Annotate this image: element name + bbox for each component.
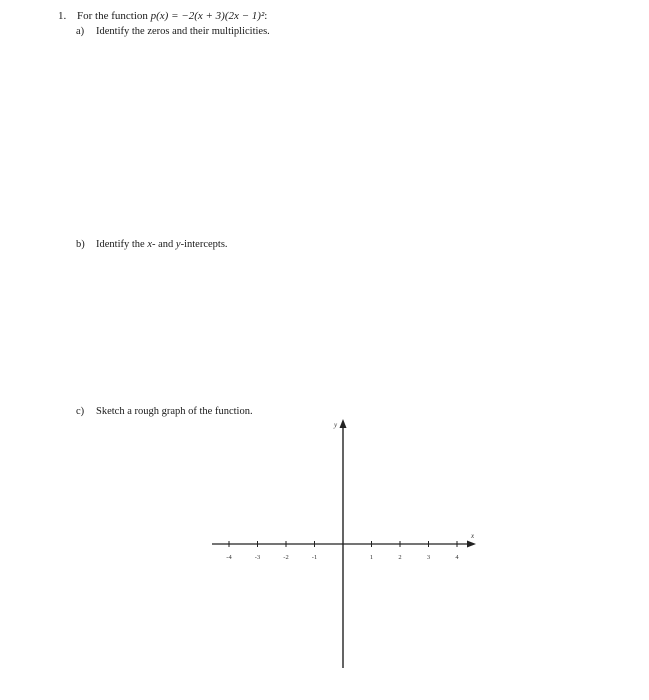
y-axis-arrow	[340, 419, 347, 428]
question-number: 1.	[58, 10, 67, 22]
part-b-y-var: y	[175, 239, 181, 250]
y-axis-label: y	[334, 421, 338, 429]
x-axis-arrow	[467, 541, 476, 548]
part-c-prompt: Sketch a rough graph of the function.	[96, 406, 253, 417]
x-tick-label: -1	[311, 554, 318, 561]
x-tick-label: 4	[455, 554, 459, 561]
part-a-label: a)	[76, 26, 85, 37]
x-tick-label: -3	[254, 554, 261, 561]
question-lead: For the function	[77, 10, 151, 22]
x-tick-label: 2	[398, 554, 402, 561]
x-tick-label: -4	[226, 554, 232, 561]
part-b-x-var: x	[147, 239, 152, 250]
x-tick-label: 1	[369, 554, 374, 561]
part-b-text-post: -intercepts.	[180, 239, 228, 250]
x-tick-label: 3	[426, 554, 431, 561]
question-colon: :	[264, 10, 268, 22]
function-expression: p(x) = −2(x + 3)(2x − 1)²	[150, 10, 265, 22]
part-b-label: b)	[76, 239, 85, 250]
x-axis-label: x	[471, 532, 475, 540]
part-b-text-mid: - and	[152, 239, 176, 250]
x-tick-label: -2	[283, 554, 289, 561]
part-c-label: c)	[76, 406, 85, 417]
part-a-prompt: Identify the zeros and their multiplicities.	[96, 26, 270, 37]
part-b-text-pre: Identify the	[96, 239, 148, 250]
